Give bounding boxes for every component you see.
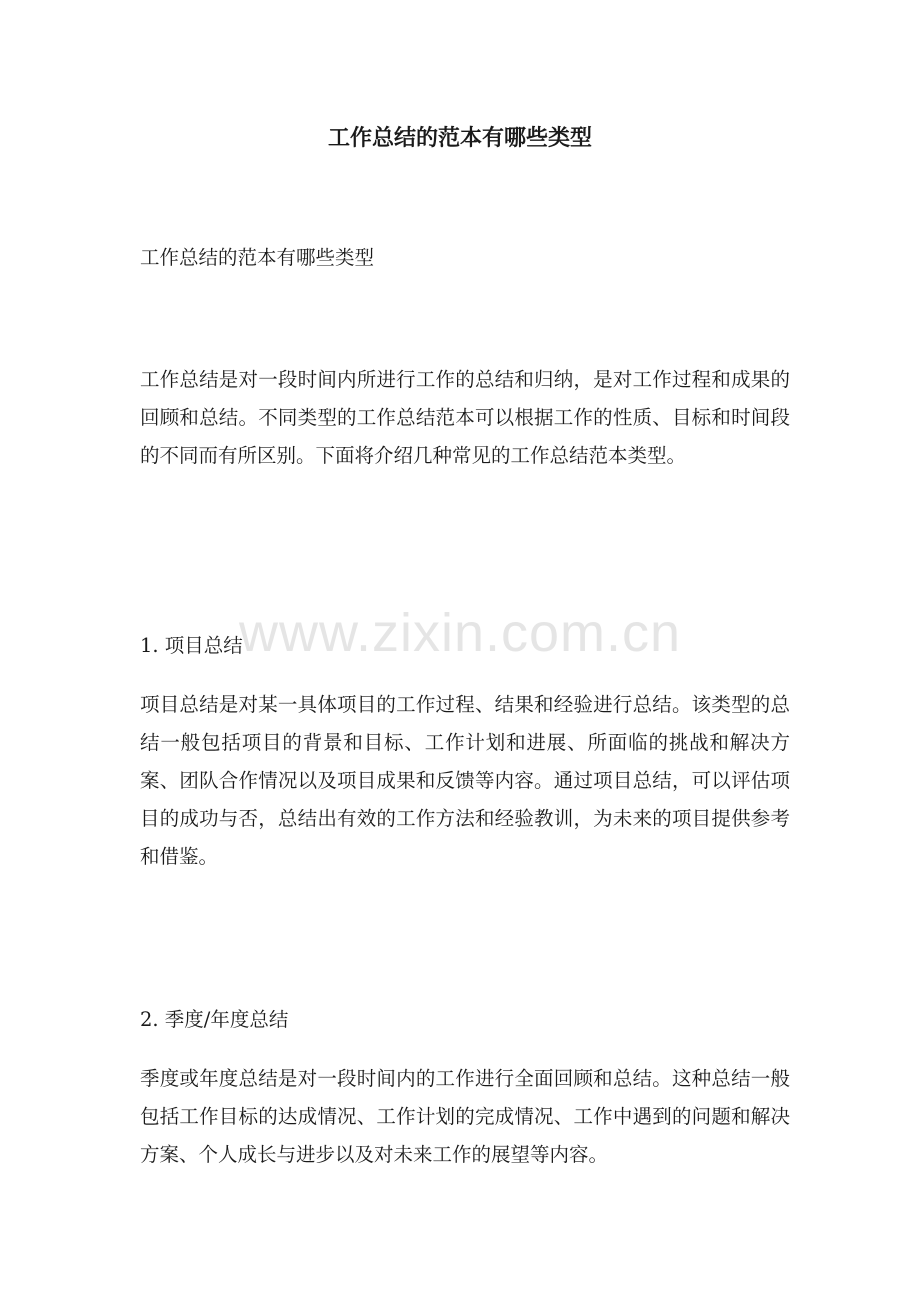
watermark: www.zixin.com.cn xyxy=(238,603,682,663)
section-heading-quarterly-annual: 2. 季度/年度总结 xyxy=(140,1008,289,1031)
document-subtitle: 工作总结的范本有哪些类型 xyxy=(140,246,375,269)
section-paragraph-project: 项目总结是对某一具体项目的工作过程、结果和经验进行总结。该类型的总结一般包括项目的背景和目标、工作计划和进展、所面临的挑战和解决方案、团队合作情况以及项目成果和反馈等内容。通过项目总结，可以评估项目的成功与否，总结出有效的工作方法和经验教训，为未来的项目提供参考和借鉴。 xyxy=(140,693,790,868)
intro-paragraph: 工作总结是对一段时间内所进行工作的总结和归纳，是对工作过程和成果的回顾和总结。不同类型的工作总结范本可以根据工作的性质、目标和时间段的不同而有所区别。下面将介绍几种常见的工作总结范本类型。 xyxy=(140,368,790,467)
section-paragraph-quarterly-annual: 季度或年度总结是对一段时间内的工作进行全面回顾和总结。这种总结一般包括工作目标的达成情况、工作计划的完成情况、工作中遇到的问题和解决方案、个人成长与进步以及对未来工作的展望等内容。 xyxy=(140,1067,790,1166)
section-heading-project: 1. 项目总结 xyxy=(140,634,243,657)
document-title: 工作总结的范本有哪些类型 xyxy=(327,125,592,151)
